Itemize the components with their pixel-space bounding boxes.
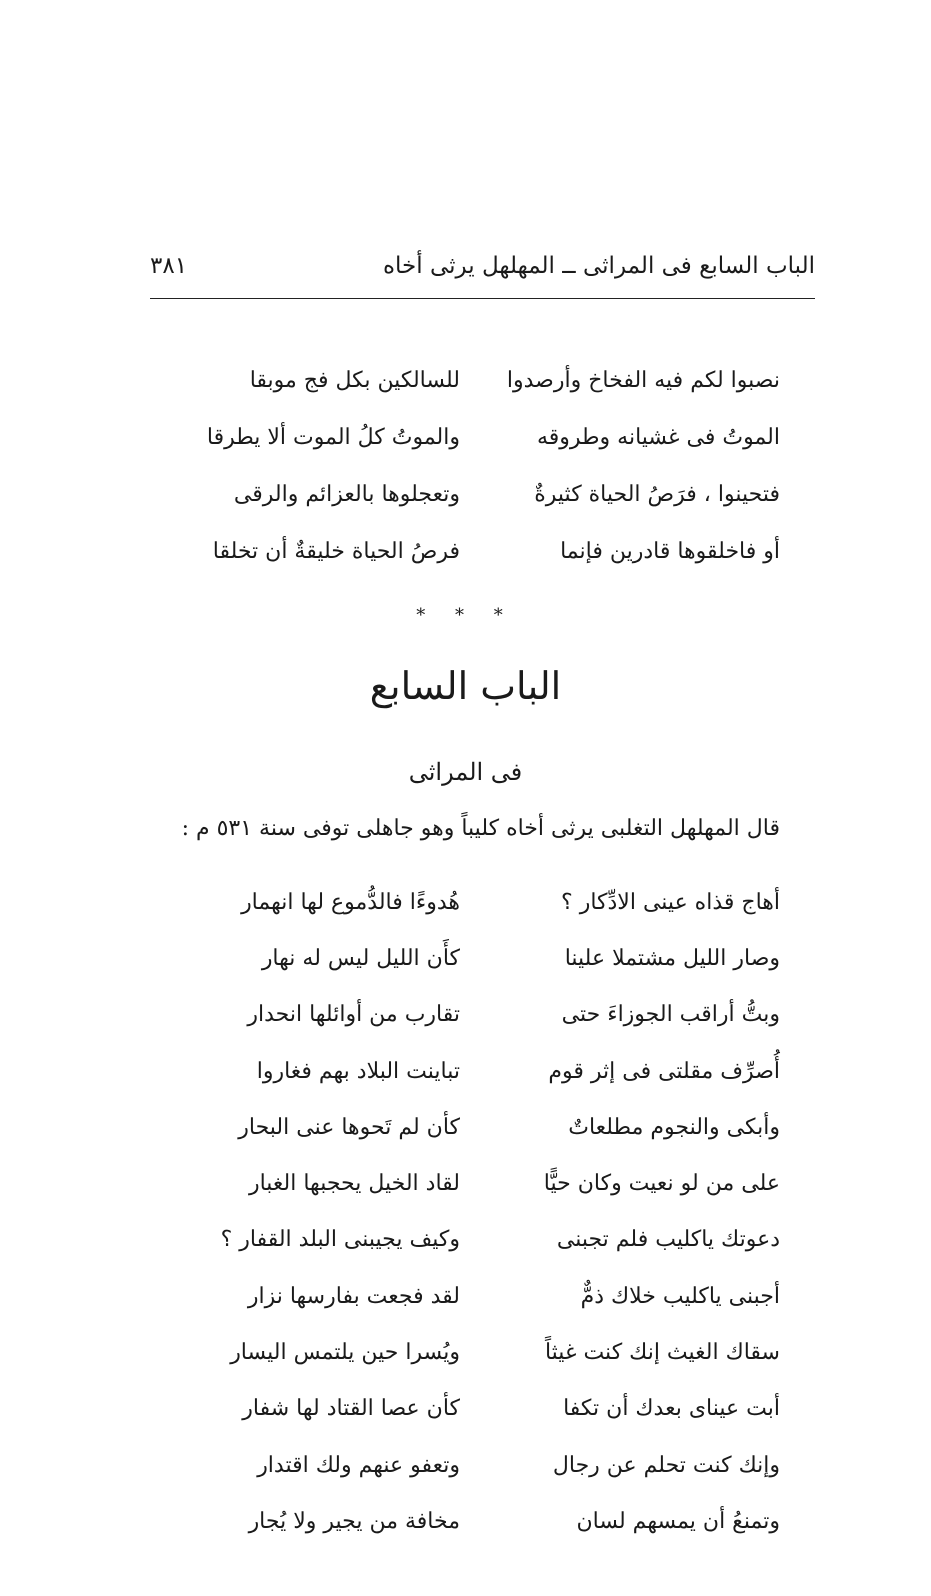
verse-first-hemistich: وإنك كنت تحلم عن رجال [552,1452,780,1478]
header-rule [150,298,815,299]
verse-first-hemistich: دعوتك ياكليب فلم تجبنى [556,1227,780,1253]
verse-second-hemistich: كأَن الليل ليس له نهار [261,945,460,971]
header-title: الباب السابع فى المراثى ــ المهلهل يرثى أخاه [383,253,815,279]
verse-first-hemistich: الموتُ فى غشيانه وطروقه [536,425,780,450]
verse-line [175,1268,780,1324]
verse-line [175,987,780,1043]
verse-second-hemistich: تباينت البلاد بهم فغاروا [256,1058,460,1084]
verse-first-hemistich: أبت عيناى بعدك أن تكفا [563,1396,780,1422]
verse-line [175,466,780,523]
verse-first-hemistich: وصار الليل مشتملا علينا [564,945,780,971]
verse-line [175,352,780,409]
verse-first-hemistich: نصبوا لكم فيه الفخاخ وأرصدوا [506,368,780,393]
verse-first-hemistich: وبتُّ أراقب الجوزاءَ حتى [561,1002,780,1028]
verse-second-hemistich: هُدوءًا فالدُّموع لها انهمار [241,889,460,915]
verse-line [175,930,780,986]
verse-line [175,409,780,466]
verse-first-hemistich: فتحينوا ، فرَصُ الحياة كثيرةٌ [534,482,780,507]
verse-second-hemistich: وكيف يجيبنى البلد القفار ؟ [220,1227,460,1253]
verse-second-hemistich: والموتُ كلُ الموت ألا يطرقا [206,425,460,450]
verse-second-hemistich: كأن عصا القتاد لها شفار [242,1396,460,1422]
verse-second-hemistich: وتعجلوها بالعزائم والرقى [233,482,460,507]
running-header [150,246,815,286]
verse-first-hemistich: سقاك الغيث إنك كنت غيثاً [544,1340,780,1366]
verse-line [175,1493,780,1549]
verse-second-hemistich: تقارب من أوائلها انحدار [247,1002,460,1028]
verse-second-hemistich: وتعفو عنهم ولك اقتدار [257,1452,460,1478]
verse-first-hemistich: أهاج قذاه عينى الادِّكار ؟ [561,889,780,915]
verse-line [175,874,780,930]
verse-first-hemistich: أجبنى ياكليب خلاك ذمٌّ [580,1283,780,1309]
verse-line [175,1099,780,1155]
verse-second-hemistich: للسالكين بكل فج موبقا [249,368,460,393]
verse-first-hemistich: أو فاخلقوها قادرين فإنما [560,539,780,564]
page-number: ٣٨١ [150,253,188,279]
verse-line [175,1043,780,1099]
verse-second-hemistich: كأن لم تَحوها عنى البحار [238,1114,460,1140]
verse-second-hemistich: ويُسرا حين يلتمس اليسار [230,1340,460,1366]
verse-second-hemistich: فرصُ الحياة خليقةٌ أن تخلقا [212,539,460,564]
verse-second-hemistich: لقد فجعت بفارسها نزار [247,1283,460,1309]
stanza-top [175,352,780,580]
chapter-subtitle: فى المراثى [408,758,523,786]
poem [175,874,780,1550]
verse-first-hemistich: أُصرِّف مقلتى فى إثر قوم [548,1058,780,1084]
verse-line [175,1155,780,1211]
intro-line: قال المهلهل التغلبى يرثى أخاه كليباً وهو جاهلى توفى سنة ٥٣١ م : [181,816,780,841]
chapter-title: الباب السابع [369,664,562,708]
section-separator: * * * [416,605,515,626]
verse-line [175,1324,780,1380]
verse-line [175,1212,780,1268]
verse-second-hemistich: لقاد الخيل يحجبها الغبار [248,1171,460,1197]
verse-line [175,1381,780,1437]
verse-first-hemistich: على من لو نعيت وكان حيًّا [543,1171,780,1197]
verse-first-hemistich: وتمنعُ أن يمسهم لسان [576,1508,780,1534]
verse-first-hemistich: وأبكى والنجوم مطلعاتٌ [568,1114,780,1140]
verse-second-hemistich: مخافة من يجير ولا يُجار [248,1508,460,1534]
verse-line [175,523,780,580]
verse-line [175,1437,780,1493]
